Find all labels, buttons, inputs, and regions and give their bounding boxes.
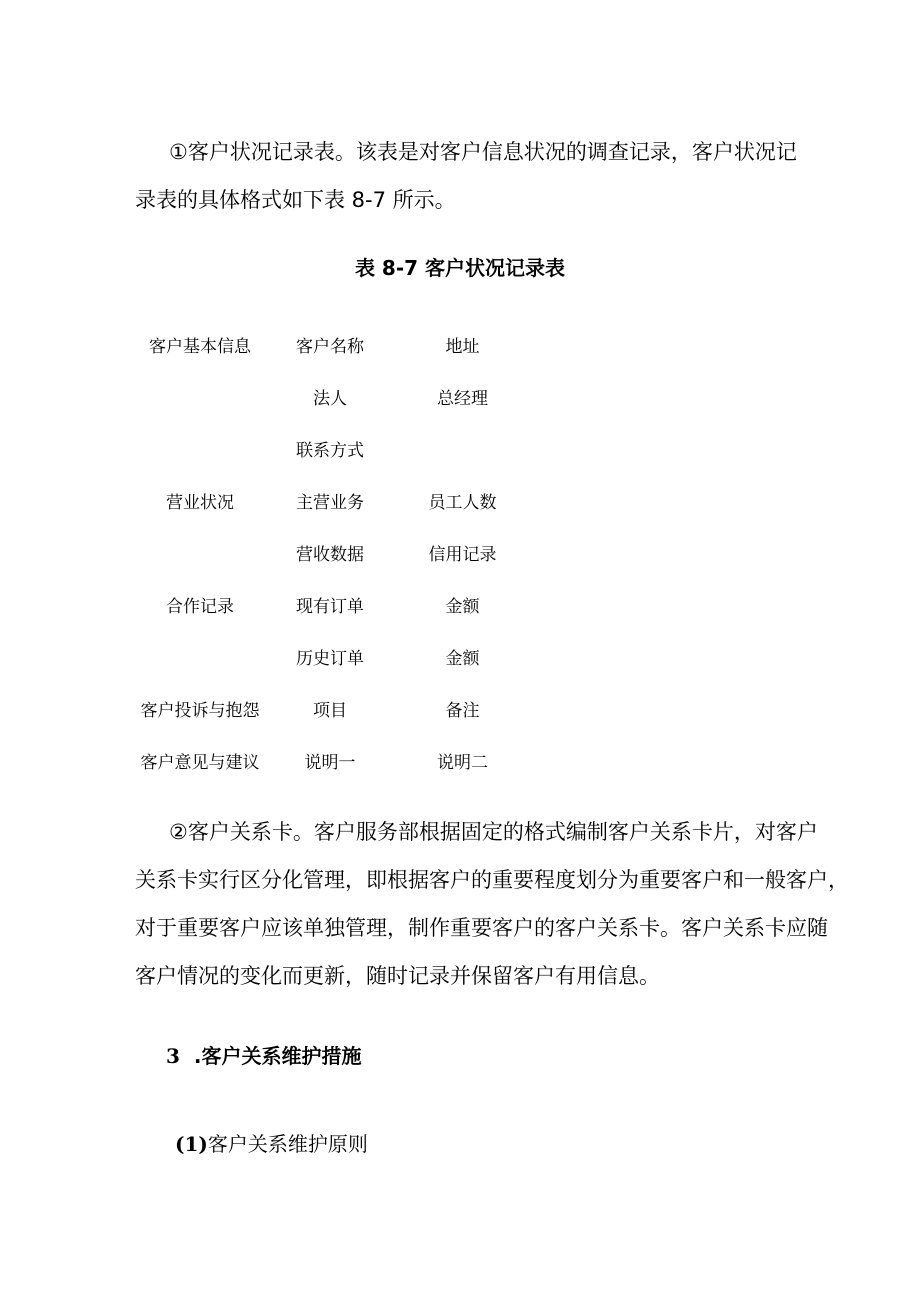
table-cell: 客户名称 xyxy=(296,337,364,357)
table-row xyxy=(125,528,545,580)
section-number: 3 xyxy=(166,1044,180,1068)
subsection-heading xyxy=(175,1128,368,1157)
table-row xyxy=(125,320,545,372)
table-cell: 现有订单 xyxy=(296,597,364,617)
subsection-title: 客户关系维护原则 xyxy=(207,1132,368,1156)
table-cell: 说明一 xyxy=(304,753,356,773)
table-cell: 历史订单 xyxy=(296,649,364,669)
table-row xyxy=(125,580,545,632)
table-cell: 金额 xyxy=(445,597,480,617)
table-row xyxy=(125,424,545,476)
table-cell: 项目 xyxy=(313,701,347,721)
table-cell: 营业状况 xyxy=(166,493,234,513)
paragraph-customer-status-record xyxy=(135,128,825,224)
paragraph-line: 对于重要客户应该单独管理，制作重要客户的客户关系卡。客户关系卡应随 xyxy=(135,916,828,940)
table-cell: 说明二 xyxy=(437,753,488,773)
paragraph-customer-relation-card xyxy=(135,808,849,1000)
table-cell: 员工人数 xyxy=(428,493,497,513)
table-cell: 总经理 xyxy=(437,389,488,409)
table-cell: 主营业务 xyxy=(296,493,364,513)
paragraph-line: 关系卡实行区分化管理，即根据客户的重要程度划分为重要客户和一般客户， xyxy=(135,868,849,892)
section-title: .客户关系维护措施 xyxy=(193,1044,362,1068)
table-cell: 客户意见与建议 xyxy=(140,753,260,773)
section-heading xyxy=(166,1040,361,1069)
paragraph-line: ②客户关系卡。客户服务部根据固定的格式编制客户关系卡片，对客户 xyxy=(169,820,818,844)
table-cell: 营收数据 xyxy=(296,545,364,565)
table-cell: 客户投诉与抱怨 xyxy=(140,701,260,721)
table-cell: 合作记录 xyxy=(166,597,234,617)
paragraph-line: ①客户状况记录表。该表是对客户信息状况的调查记录，客户状况记 xyxy=(169,140,797,164)
table-row xyxy=(125,684,545,736)
table-cell: 客户基本信息 xyxy=(149,337,251,357)
table-cell: 联系方式 xyxy=(296,441,364,461)
table-row xyxy=(125,372,545,424)
table-row xyxy=(125,476,545,528)
subsection-number: (1) xyxy=(175,1132,208,1156)
table-cell: 备注 xyxy=(445,701,480,721)
table-cell: 信用记录 xyxy=(428,545,497,565)
table-cell: 金额 xyxy=(445,649,480,669)
paragraph-line: 客户情况的变化而更新，随时记录并保留客户有用信息。 xyxy=(135,964,660,988)
table-row xyxy=(125,736,545,788)
table-cell: 地址 xyxy=(445,337,480,357)
table-cell: 法人 xyxy=(313,389,347,409)
table-row xyxy=(125,632,545,684)
paragraph-line: 录表的具体格式如下表 8-7 所示。 xyxy=(135,188,456,212)
table-caption: 表 8-7 客户状况记录表 xyxy=(354,256,566,280)
